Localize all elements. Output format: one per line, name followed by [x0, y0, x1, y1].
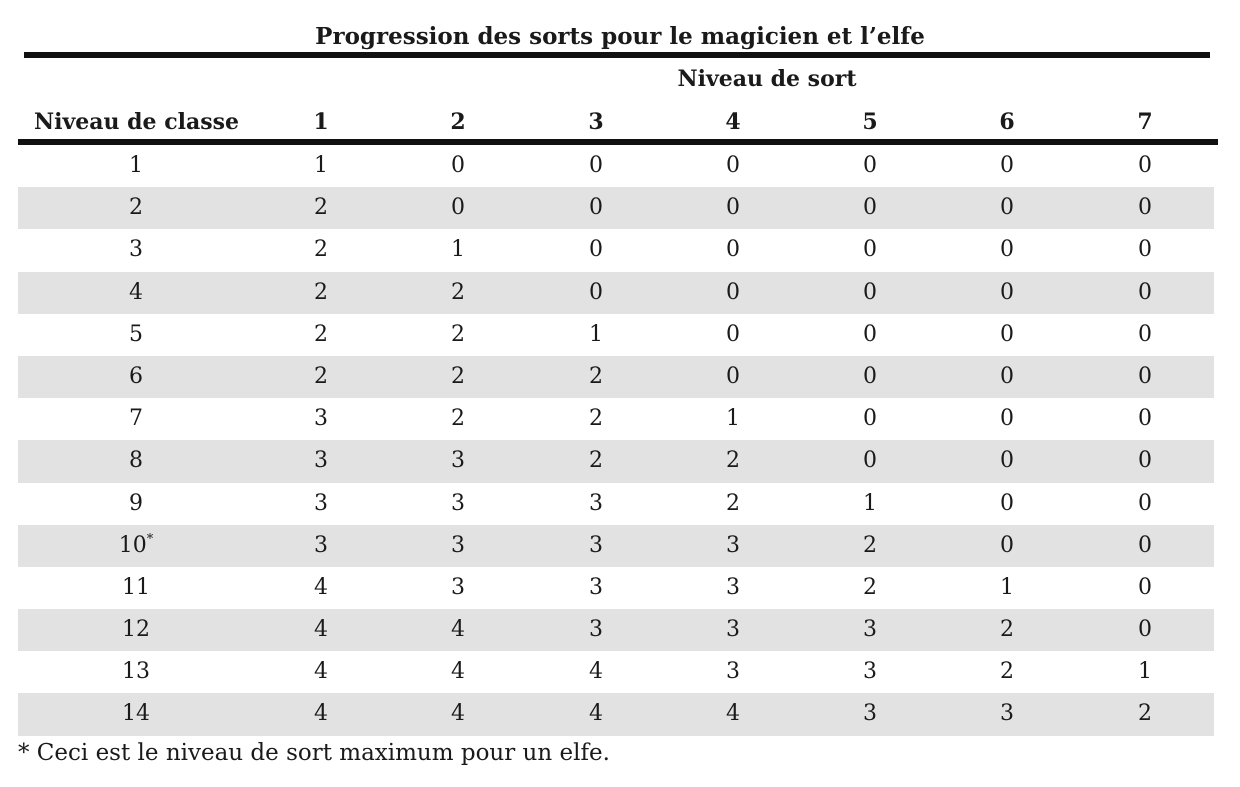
- class-level-cell: [18, 651, 254, 693]
- spell-slots-level-2-cell: 2: [451, 279, 465, 305]
- spell-slots-level-1-cell: 4: [314, 574, 328, 600]
- spell-slots-level-1-cell: 4: [314, 617, 328, 643]
- spell-slots-level-4-cell: 1: [726, 406, 740, 432]
- footnote-marker: *: [146, 531, 154, 547]
- spell-slots-level-1-cell: 2: [314, 279, 328, 305]
- spell-slots-level-5-cell: 0: [863, 237, 877, 263]
- table-row: [18, 651, 1214, 693]
- spell-slots-level-2-cell: 4: [451, 701, 465, 727]
- class-level-cell: [18, 567, 254, 609]
- class-level-value: 2: [129, 195, 143, 221]
- spell-slots-level-4-cell: 3: [726, 532, 740, 558]
- spell-slots-level-5-cell: 0: [863, 279, 877, 305]
- spell-slots-level-2-cell: 2: [451, 406, 465, 432]
- class-level-value: 6: [129, 363, 143, 389]
- spell-slots-level-2-cell: 3: [451, 448, 465, 474]
- spell-slots-level-5-cell: 2: [863, 574, 877, 600]
- top-rule: [24, 52, 1210, 58]
- spell-slots-level-7-cell: 0: [1138, 532, 1152, 558]
- spell-slots-level-7-cell: 0: [1138, 279, 1152, 305]
- class-level-value: 9: [129, 490, 143, 516]
- spell-slots-level-7-cell: 1: [1138, 659, 1152, 685]
- table-row: [18, 609, 1214, 651]
- class-level-cell: [18, 440, 254, 482]
- spell-slots-level-7-cell: 0: [1138, 153, 1152, 178]
- spell-slots-level-4-cell: 3: [726, 574, 740, 600]
- spell-slots-level-5-cell: 3: [863, 659, 877, 685]
- spell-slots-level-2-cell: 3: [451, 574, 465, 600]
- class-level-cell: [18, 483, 254, 525]
- spell-slots-level-3-cell: 4: [589, 701, 603, 727]
- spell-slots-level-1-cell: 2: [314, 363, 328, 389]
- spell-slots-level-7-cell: 0: [1138, 406, 1152, 432]
- spell-slots-level-6-cell: 0: [1000, 237, 1014, 263]
- table-row: [18, 229, 1214, 271]
- table-row: [18, 145, 1214, 187]
- spell-slots-level-6-cell: 0: [1000, 406, 1014, 432]
- column-header-spell-5: 5: [862, 109, 878, 135]
- footnote: * Ceci est le niveau de sort maximum pour un elfe.: [18, 740, 610, 766]
- spell-slots-level-5-cell: 0: [863, 406, 877, 432]
- table-row: [18, 356, 1214, 398]
- table-row: [18, 272, 1214, 314]
- column-header-spell-3: 3: [588, 109, 604, 135]
- spell-slots-level-3-cell: 2: [589, 406, 603, 432]
- class-level-cell: [18, 314, 254, 356]
- table-row: [18, 525, 1214, 567]
- column-header-spell-6: 6: [999, 109, 1015, 135]
- spell-slots-level-5-cell: 3: [863, 617, 877, 643]
- column-header-spell-7: 7: [1137, 109, 1153, 135]
- spell-slots-level-6-cell: 0: [1000, 490, 1014, 516]
- spell-slots-level-1-cell: 2: [314, 321, 328, 347]
- spell-slots-level-3-cell: 2: [589, 363, 603, 389]
- spell-slots-level-4-cell: 4: [726, 701, 740, 727]
- class-level-value: 10: [118, 532, 147, 558]
- class-level-value: 3: [129, 237, 143, 263]
- spell-slots-level-1-cell: 2: [314, 237, 328, 263]
- spell-slots-level-7-cell: 0: [1138, 321, 1152, 347]
- class-level-cell: [18, 356, 254, 398]
- spell-slots-level-6-cell: 0: [1000, 279, 1014, 305]
- class-level-cell: [18, 609, 254, 651]
- spell-slots-level-1-cell: 3: [314, 448, 328, 474]
- spell-slots-level-4-cell: 0: [726, 195, 740, 221]
- column-header-row: [18, 106, 1216, 138]
- spell-slots-level-6-cell: 0: [1000, 153, 1014, 178]
- table-row: [18, 187, 1214, 229]
- spell-slots-level-3-cell: 4: [589, 659, 603, 685]
- spell-slots-level-2-cell: 3: [451, 490, 465, 516]
- spell-slots-level-2-cell: 2: [451, 363, 465, 389]
- spell-slots-level-5-cell: 0: [863, 153, 877, 178]
- spell-slots-level-3-cell: 1: [589, 321, 603, 347]
- class-level-cell: [18, 272, 254, 314]
- spell-slots-level-2-cell: 1: [451, 237, 465, 263]
- spell-slots-level-7-cell: 0: [1138, 237, 1152, 263]
- spell-slots-level-4-cell: 2: [726, 448, 740, 474]
- spell-slots-level-4-cell: 0: [726, 279, 740, 305]
- column-header-class-level: Niveau de classe: [34, 109, 239, 135]
- spell-slots-level-3-cell: 3: [589, 574, 603, 600]
- spell-slots-level-7-cell: 0: [1138, 490, 1152, 516]
- spell-slots-level-3-cell: 2: [589, 448, 603, 474]
- spell-slots-level-1-cell: 4: [314, 701, 328, 727]
- class-level-cell: [18, 229, 254, 271]
- spell-slots-level-3-cell: 3: [589, 617, 603, 643]
- class-level-cell: [18, 187, 254, 229]
- spell-level-group-header: Niveau de sort: [677, 66, 857, 92]
- spell-slots-level-6-cell: 0: [1000, 321, 1014, 347]
- class-level-value: 12: [122, 617, 150, 643]
- spell-slots-level-5-cell: 1: [863, 490, 877, 516]
- table-row: [18, 483, 1214, 525]
- spell-slots-level-7-cell: 0: [1138, 617, 1152, 643]
- table-row: [18, 567, 1214, 609]
- spell-slots-level-4-cell: 3: [726, 617, 740, 643]
- spell-slots-level-6-cell: 1: [1000, 574, 1014, 600]
- class-level-cell: [18, 693, 254, 735]
- class-level-value: 1: [129, 153, 143, 178]
- spell-slots-level-5-cell: 0: [863, 363, 877, 389]
- spell-slots-level-4-cell: 0: [726, 237, 740, 263]
- spell-slots-level-6-cell: 2: [1000, 659, 1014, 685]
- spell-slots-level-1-cell: 4: [314, 659, 328, 685]
- class-level-value: 5: [129, 321, 143, 347]
- class-level-value: 11: [122, 574, 150, 600]
- spell-slots-level-3-cell: 0: [589, 153, 603, 178]
- table-row: [18, 440, 1214, 482]
- spell-slots-level-4-cell: 2: [726, 490, 740, 516]
- spell-slots-level-7-cell: 0: [1138, 195, 1152, 221]
- spell-slots-level-6-cell: 0: [1000, 532, 1014, 558]
- spell-slots-level-5-cell: 2: [863, 532, 877, 558]
- spell-slots-level-2-cell: 2: [451, 321, 465, 347]
- column-header-spell-4: 4: [725, 109, 741, 135]
- spell-slots-level-2-cell: 0: [451, 195, 465, 221]
- column-header-spell-1: 1: [313, 109, 329, 135]
- spell-slots-level-6-cell: 3: [1000, 701, 1014, 727]
- spell-slots-level-6-cell: 0: [1000, 363, 1014, 389]
- table-row: [18, 398, 1214, 440]
- spell-slots-level-5-cell: 0: [863, 448, 877, 474]
- spell-slots-level-4-cell: 0: [726, 153, 740, 178]
- spell-slots-level-5-cell: 0: [863, 321, 877, 347]
- class-level-value: 8: [129, 448, 143, 474]
- table-row: [18, 314, 1214, 356]
- class-level-value: 13: [122, 659, 150, 685]
- spell-slots-level-4-cell: 0: [726, 363, 740, 389]
- spell-slots-level-6-cell: 2: [1000, 617, 1014, 643]
- spell-slots-level-4-cell: 3: [726, 659, 740, 685]
- spell-slots-level-1-cell: 3: [314, 406, 328, 432]
- class-level-value: 14: [122, 701, 150, 727]
- spell-slots-level-5-cell: 3: [863, 701, 877, 727]
- spell-slots-level-2-cell: 3: [451, 532, 465, 558]
- spell-slots-level-3-cell: 0: [589, 237, 603, 263]
- spell-slots-level-4-cell: 0: [726, 321, 740, 347]
- spell-slots-level-1-cell: 3: [314, 532, 328, 558]
- spell-slots-level-1-cell: 1: [314, 153, 328, 178]
- class-level-cell: [18, 145, 254, 187]
- class-level-value: 4: [129, 279, 143, 305]
- spell-slots-level-7-cell: 0: [1138, 574, 1152, 600]
- spell-slots-level-6-cell: 0: [1000, 448, 1014, 474]
- spell-slots-level-5-cell: 0: [863, 195, 877, 221]
- spell-slots-level-1-cell: 2: [314, 195, 328, 221]
- spell-slots-level-1-cell: 3: [314, 490, 328, 516]
- class-level-cell: [18, 525, 254, 567]
- spell-slots-level-3-cell: 0: [589, 195, 603, 221]
- spell-slots-level-7-cell: 2: [1138, 701, 1152, 727]
- spell-slots-level-2-cell: 0: [451, 153, 465, 178]
- class-level-cell: [18, 398, 254, 440]
- spell-slots-level-6-cell: 0: [1000, 195, 1014, 221]
- table-row: [18, 693, 1214, 735]
- spell-slots-level-7-cell: 0: [1138, 363, 1152, 389]
- spell-slots-level-2-cell: 4: [451, 659, 465, 685]
- table-title: Progression des sorts pour le magicien et l’elfe: [315, 23, 925, 50]
- spell-slots-level-7-cell: 0: [1138, 448, 1152, 474]
- spell-slots-level-3-cell: 3: [589, 532, 603, 558]
- column-header-spell-2: 2: [450, 109, 466, 135]
- class-level-value: 7: [129, 406, 143, 432]
- spell-slots-level-3-cell: 3: [589, 490, 603, 516]
- spell-slots-level-3-cell: 0: [589, 279, 603, 305]
- table-body: [18, 145, 1214, 736]
- spell-slots-level-2-cell: 4: [451, 617, 465, 643]
